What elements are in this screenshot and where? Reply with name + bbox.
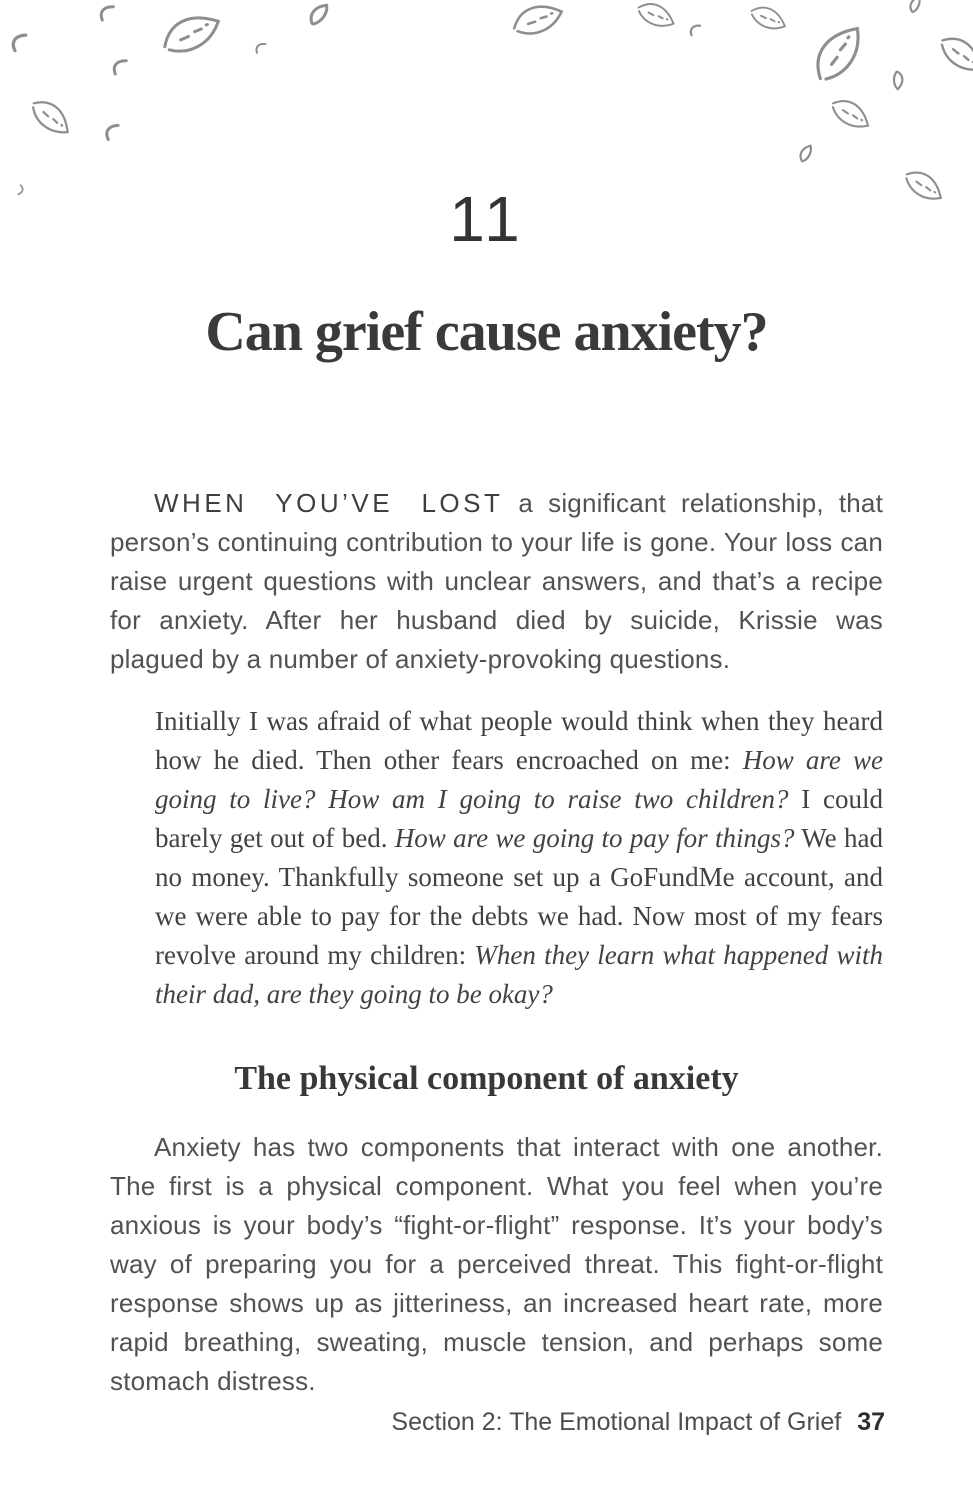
leaf-sketch-icon	[112, 60, 128, 74]
leaf-icon	[797, 145, 815, 162]
leaf-icon	[810, 28, 869, 80]
leaf-icon	[750, 0, 785, 37]
leaf-icon	[32, 98, 68, 139]
leaf-sketch-icon	[256, 44, 267, 53]
leaf-icon	[308, 4, 332, 24]
body-paragraph: Anxiety has two components that interact with one another. The first is a physical component. What you feel when you’re anxious is your body’s “fight-or-flight” response. It’s your body’s way of preparing you for a perceived threat. This fight-or-flight response shows up as jitteriness, an increased heart rate, more rapid breathing, sweating, muscle tension, and perhaps some stomach distress.	[110, 1132, 883, 1396]
intro-text: a significant relationship, that person’s continuing contribution to your life is gone. Your loss can raise urgent questions with unclear answers, and that’s a recipe for anxiety. After her husband died by suicide, Krissie was plagued by a number of anxiety-provoking questions.	[110, 488, 883, 674]
leaf-icon	[637, 0, 673, 35]
survivor-quote	[155, 702, 883, 1014]
quote-segment: We had no money. Thankfully someone set up a GoFundMe account, and we were able to pay for the debts we had. Now most of my fears revolve around my children:	[155, 823, 883, 970]
leaf-sketch-icon	[99, 6, 115, 20]
leaf-sketch-icon	[104, 125, 121, 140]
leaf-icon	[889, 71, 906, 89]
quote-segment: Initially I was afraid of what people would think when they heard how he died. Then other fears encroached on me:	[155, 706, 883, 775]
lead-in-caps: WHEN YOU’VE LOST	[154, 488, 504, 518]
quote-italic-segment: How are we going to live? How am I going to raise two children?	[155, 745, 883, 814]
page-footer	[0, 1408, 885, 1437]
quote-italic-segment: How are we going to pay for things?	[394, 823, 795, 853]
section-heading: The physical component of anxiety	[234, 1060, 739, 1097]
quote-segment: I could barely get out of bed.	[155, 784, 883, 853]
quote-italic-segment: When they learn what happened with their dad, are they going to be okay?	[155, 940, 883, 1009]
leaf-icon	[514, 0, 562, 42]
intro-paragraph	[110, 484, 883, 679]
leaf-icon	[832, 95, 869, 135]
leaf-sketch-icon	[690, 25, 702, 35]
leaf-layer	[11, 0, 973, 206]
leaf-sketch-icon	[11, 34, 30, 51]
leaf-icon	[941, 33, 973, 77]
leaf-icon	[907, 0, 924, 12]
footer-section-label: Section 2: The Emotional Impact of Grief	[391, 1408, 842, 1436]
chapter-number: 11	[449, 183, 524, 255]
chapter-title: Can grief cause anxiety?	[205, 301, 768, 363]
page-number: 37	[857, 1408, 885, 1436]
leaf-icon	[164, 11, 218, 58]
